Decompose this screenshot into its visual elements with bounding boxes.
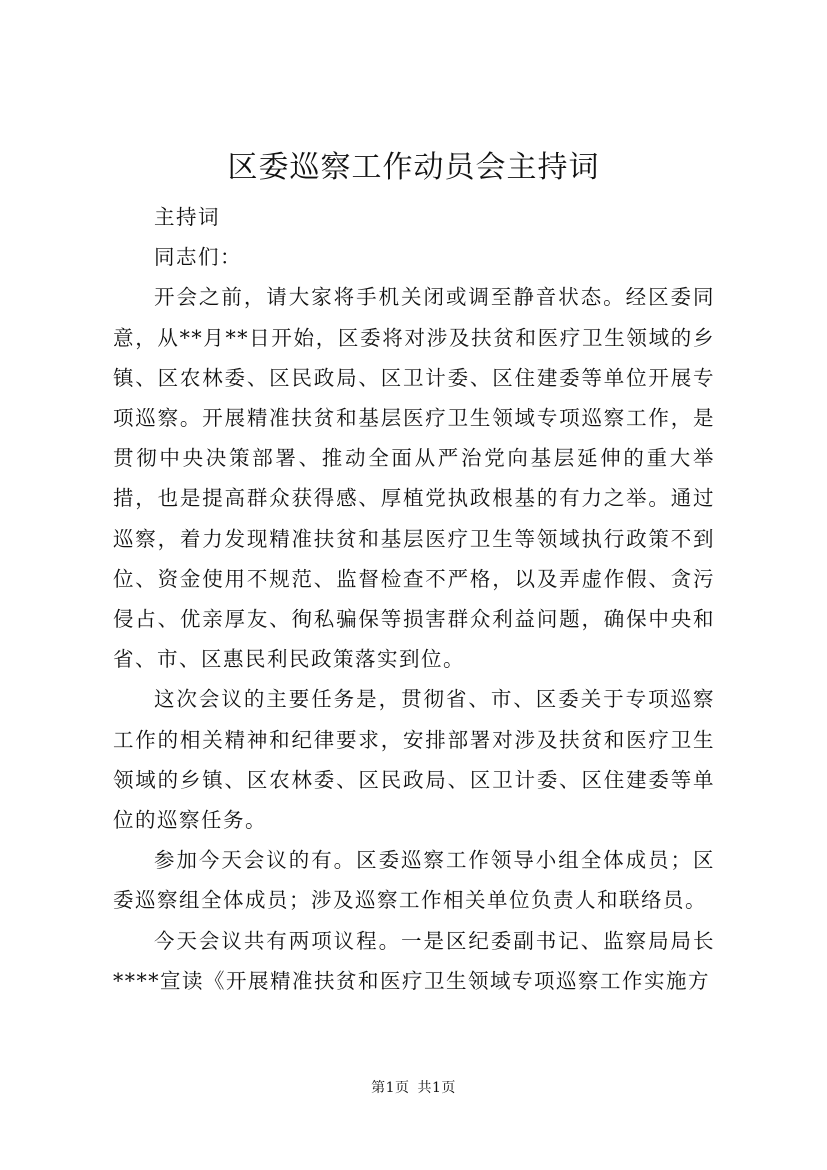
page-number: 第1页 <box>371 1080 410 1096</box>
document-title: 区委巡察工作动员会主持词 <box>227 150 600 185</box>
paragraph-host-label: 主持词 <box>154 205 220 229</box>
paragraph-attendees: 参加今天会议的有。区委巡察工作领导小组全体成员；区委巡察组全体成员；涉及巡察工作相关单位负责人和联络员。 <box>113 848 715 913</box>
paragraph-agenda: 今天会议共有两项议程。一是区纪委副书记、监察局局长****宣读《开展精准扶贫和医疗卫生领域专项巡察工作实施方 <box>113 928 715 993</box>
paragraph-main-task: 这次会议的主要任务是，贯彻省、市、区委关于专项巡察工作的相关精神和纪律要求，安排部署对涉及扶贫和医疗卫生领域的乡镇、区农林委、区民政局、区卫计委、区住建委等单位的巡察任务。 <box>113 687 715 833</box>
page-total: 共1页 <box>417 1080 456 1096</box>
paragraph-opening: 开会之前，请大家将手机关闭或调至静音状态。经区委同意，从**月**日开始，区委将对涉及扶贫和医疗卫生领域的乡镇、区农林委、区民政局、区卫计委、区住建委等单位开展专项巡察。开展精准扶贫和基层医疗卫生领域专项巡察工作，是贯彻中央决策部署、推动全面从严治党向基层延伸的重大举措，也是提高群众获得感、厚植党执政根基的有力之举。通过巡察，着力发现精准扶贫和基层医疗卫生等领域执行政策不到位、资金使用不规范、监督检查不严格，以及弄虚作假、贪污侵占、优亲厚友、徇私骗保等损害群众利益问题，确保中央和省、市、区惠民利民政策落实到位。 <box>113 285 715 672</box>
paragraph-greeting: 同志们： <box>154 245 242 270</box>
page-footer <box>0 1078 827 1098</box>
document-body <box>113 197 715 1001</box>
